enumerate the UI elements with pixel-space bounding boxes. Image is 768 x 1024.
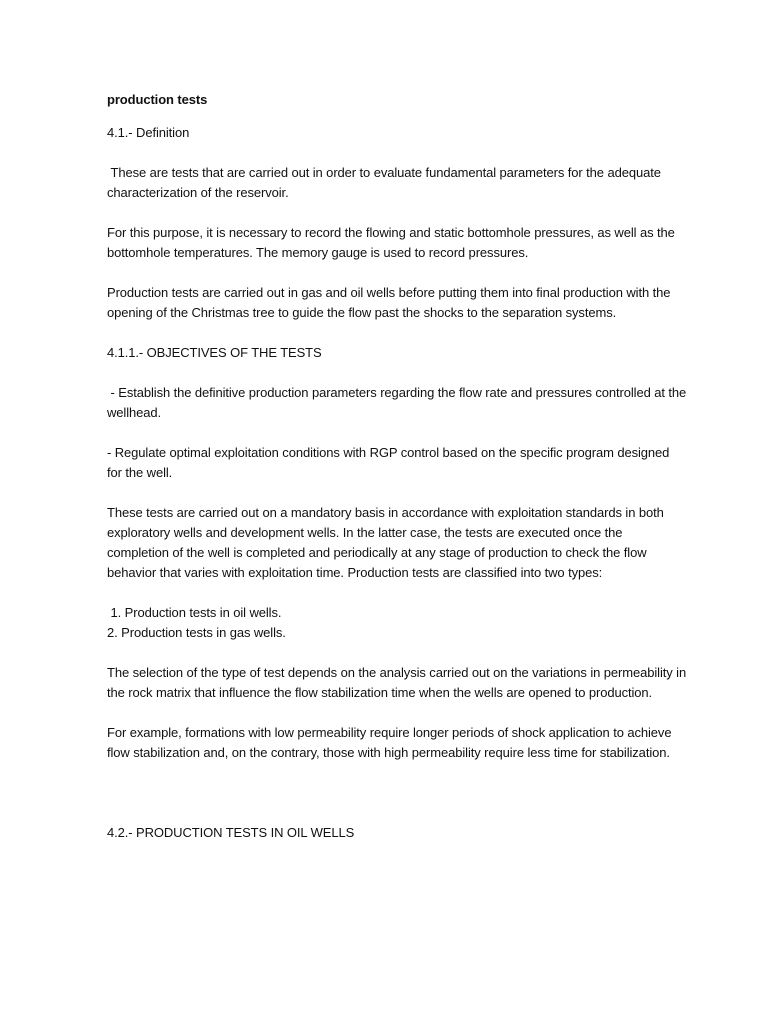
spacer: [107, 783, 687, 823]
paragraph-definition: These are tests that are carried out in order to evaluate fundamental parameters for the adequate characterization of the reservoir.: [107, 165, 665, 200]
objective-item: - Regulate optimal exploitation conditions with RGP control based on the specific program designed for the well.: [107, 445, 673, 480]
document-title: production tests: [107, 92, 208, 107]
paragraph-example: For example, formations with low permeability require longer periods of shock application to achieve flow stabilization and, on the contrary, those with high permeability require less time for stabilization.: [107, 725, 675, 760]
objective-item: - Establish the definitive production parameters regarding the flow rate and pressures controlled at the wellhead.: [107, 385, 690, 420]
list-item: 1. Production tests in oil wells.: [107, 605, 282, 620]
paragraph-mandatory: These tests are carried out on a mandatory basis in accordance with exploitation standards in both exploratory wells and development wells. In the latter case, the tests are executed once the completion of the well is completed and periodically at any stage of production to check the flow behavior that varies with exploitation time. Production tests are classified into two types:: [107, 505, 668, 580]
paragraph-purpose: For this purpose, it is necessary to record the flowing and static bottomhole pressures, as well as the bottomhole temperatures. The memory gauge is used to record pressures.: [107, 225, 679, 260]
paragraph-wells: Production tests are carried out in gas and oil wells before putting them into final production with the opening of the Christmas tree to guide the flow past the shocks to the separation systems.: [107, 285, 674, 320]
section-heading-objectives: 4.1.1.- OBJECTIVES OF THE TESTS: [107, 345, 322, 360]
document-body: [107, 90, 690, 863]
list-item: 2. Production tests in gas wells.: [107, 625, 286, 640]
test-types-list: [107, 603, 687, 643]
section-heading-oil-wells: 4.2.- PRODUCTION TESTS IN OIL WELLS: [107, 825, 355, 840]
paragraph-selection: The selection of the type of test depends on the analysis carried out on the variations in permeability in the rock matrix that influence the flow stabilization time when the wells are opened to production.: [107, 665, 690, 700]
section-heading-definition: 4.1.- Definition: [107, 125, 190, 140]
